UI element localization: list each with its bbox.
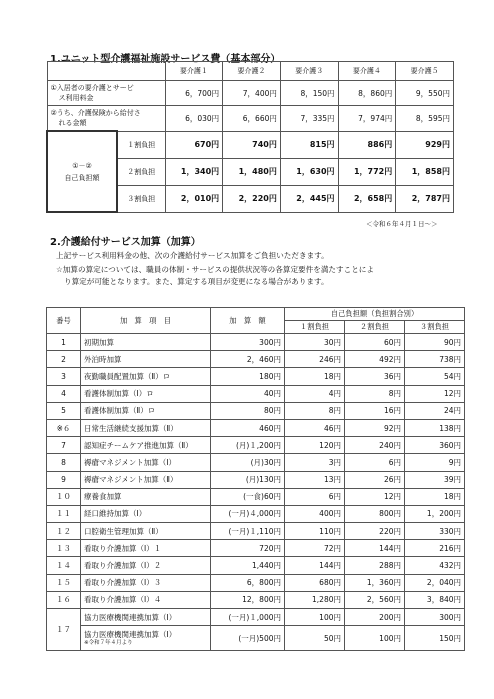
row-number: １１ (47, 505, 81, 522)
self-pay-3: 2，040円 (405, 574, 465, 591)
self-pay-1: 400円 (285, 505, 345, 522)
row-number: 1 (47, 334, 81, 351)
self-pay-3: 54円 (405, 368, 465, 385)
self-pay-2: 2，560円 (345, 591, 405, 608)
self-pay-1: 144円 (285, 557, 345, 574)
table-row (47, 402, 465, 419)
header-amount: 加 算 額 (211, 308, 285, 334)
self-pay-1: 50円 (285, 626, 345, 651)
self-pay-1: 1,280円 (285, 591, 345, 608)
row-number: １５ (47, 574, 81, 591)
addition-item-text: 協力医療機関連携加算（Ⅰ） (84, 630, 177, 640)
self-pay-1: 680円 (285, 574, 345, 591)
self-pay-2: 26円 (345, 471, 405, 488)
self-pay-1: 100円 (285, 609, 345, 626)
table-row (47, 557, 465, 574)
section1-title: 1.ユニット型介護福祉施設サービス費（基本部分） (50, 54, 281, 65)
header-rate2: ２割負担 (345, 321, 405, 334)
self-pay-cell: 740円 (223, 131, 281, 158)
row-label: ①入居者の要介護とサービ ス利用料金 (47, 81, 165, 106)
self-pay-1: 3円 (285, 454, 345, 471)
table-row (47, 368, 465, 385)
addition-amount: 460円 (211, 419, 285, 436)
self-pay-2: 288円 (345, 557, 405, 574)
table-header-row (47, 62, 454, 81)
addition-item: 褥瘡マネジメント加算（Ⅱ） (81, 471, 211, 488)
table-row (47, 81, 454, 106)
row-number: ※６ (47, 419, 81, 436)
addition-amount: 6，800円 (211, 574, 285, 591)
row-label: ②うち、介護保険から給付さ れる金額 (47, 106, 165, 132)
row-number: 9 (47, 471, 81, 488)
addition-item: 看取り介護加算（Ⅰ）１ (81, 540, 211, 557)
self-pay-cell: 2，787円 (396, 185, 454, 212)
section2-title: 2.介護給付サービス加算（加算） (50, 237, 201, 248)
self-pay-cell: 1，480円 (223, 158, 281, 185)
addition-amount: (一月)１,000円 (211, 609, 285, 626)
header-cell: 要介護５ (396, 62, 454, 81)
addition-amount: 80円 (211, 402, 285, 419)
self-pay-label: ①－② 自己負担額 (47, 131, 117, 212)
fee-cell: 7，400円 (223, 81, 281, 106)
self-pay-1: 46円 (285, 419, 345, 436)
insurance-cell: 6，030円 (165, 106, 223, 132)
row-number: １６ (47, 591, 81, 608)
header-self-pay: 自己負担額（負担割合別） (285, 308, 465, 321)
header-no: 番号 (47, 308, 81, 334)
addition-item: 協力医療機関連携加算（Ⅰ） (81, 609, 211, 626)
addition-table-body (47, 334, 465, 651)
self-pay-2: 220円 (345, 523, 405, 540)
addition-amount: (月)30円 (211, 454, 285, 471)
insurance-cell: 6，660円 (223, 106, 281, 132)
self-pay-cell: 2，445円 (280, 185, 338, 212)
self-pay-cell: 1，858円 (396, 158, 454, 185)
insurance-cell: 7，335円 (280, 106, 338, 132)
addition-item: 認知症チームケア推進加算（Ⅱ） (81, 437, 211, 454)
addition-item: 夜勤職員配置加算（Ⅱ）ロ (81, 368, 211, 385)
table-header-row (47, 308, 465, 321)
self-pay-3: 24円 (405, 402, 465, 419)
self-pay-3: 90円 (405, 334, 465, 351)
self-pay-1: 18円 (285, 368, 345, 385)
self-pay-2: 1，360円 (345, 574, 405, 591)
self-pay-3: 9円 (405, 454, 465, 471)
self-pay-cell: 2，010円 (165, 185, 223, 212)
addition-amount: 300円 (211, 334, 285, 351)
table-row (47, 106, 454, 132)
rate-label: １割負担 (117, 131, 165, 158)
self-pay-3: 300円 (405, 609, 465, 626)
self-pay-2: 8円 (345, 385, 405, 402)
header-cell: 要介護４ (338, 62, 396, 81)
self-pay-cell: 815円 (280, 131, 338, 158)
rate-label: ２割負担 (117, 158, 165, 185)
header-rate1: １割負担 (285, 321, 345, 334)
self-pay-2: 92円 (345, 419, 405, 436)
insurance-cell: 7，974円 (338, 106, 396, 132)
self-pay-3: 330円 (405, 523, 465, 540)
header-rate3: ３割負担 (405, 321, 465, 334)
addition-amount: 2，460円 (211, 351, 285, 368)
header-item: 加 算 項 目 (81, 308, 211, 334)
self-pay-cell: 1，772円 (338, 158, 396, 185)
addition-amount: (一月)１,110円 (211, 523, 285, 540)
addition-table (46, 307, 465, 651)
self-pay-3: 1，200円 (405, 505, 465, 522)
self-pay-2: 240円 (345, 437, 405, 454)
self-pay-cell: 2，220円 (223, 185, 281, 212)
addition-item: 外泊時加算 (81, 351, 211, 368)
self-pay-cell: 2，658円 (338, 185, 396, 212)
table-row (47, 574, 465, 591)
row-number: １４ (47, 557, 81, 574)
header-cell: 要介護２ (223, 62, 281, 81)
table-row (47, 334, 465, 351)
self-pay-3: 150円 (405, 626, 465, 651)
addition-amount: (月)130円 (211, 471, 285, 488)
self-pay-2: 144円 (345, 540, 405, 557)
row-number: 7 (47, 437, 81, 454)
table-row (47, 385, 465, 402)
self-pay-2: 16円 (345, 402, 405, 419)
self-pay-3: 18円 (405, 488, 465, 505)
addition-item: 看護体制加算（Ⅱ）ロ (81, 402, 211, 419)
table-row (47, 419, 465, 436)
rate-label: ３割負担 (117, 185, 165, 212)
addition-item: 初期加算 (81, 334, 211, 351)
fee-cell: 8，150円 (280, 81, 338, 106)
self-pay-2: 6円 (345, 454, 405, 471)
row-number: １３ (47, 540, 81, 557)
intro-text: 上記サービス利用料金の他、次の介護給付サービス加算をご負担いただきます。 (56, 251, 329, 260)
addition-item: 療養食加算 (81, 488, 211, 505)
row-number: １０ (47, 488, 81, 505)
self-pay-2: 60円 (345, 334, 405, 351)
self-pay-2: 200円 (345, 609, 405, 626)
table-row (47, 609, 465, 626)
table-row (47, 471, 465, 488)
note-text: ☆加算の算定については、職員の体制・サービスの提供状況等の各算定要件を満たすことによ (56, 265, 374, 274)
addition-amount: 12，800円 (211, 591, 285, 608)
fee-cell: 8，860円 (338, 81, 396, 106)
self-pay-1: 8円 (285, 402, 345, 419)
fee-cell: 6，700円 (165, 81, 223, 106)
addition-item: 看護体制加算（Ⅰ）ロ (81, 385, 211, 402)
table-row (47, 437, 465, 454)
self-pay-3: 3，840円 (405, 591, 465, 608)
addition-amount: (月)１,200円 (211, 437, 285, 454)
table-row (47, 591, 465, 608)
addition-item: 看取り介護加算（Ⅰ）２ (81, 557, 211, 574)
header-cell: 要介護３ (280, 62, 338, 81)
effective-date-note: ＜令和６年４月１日～＞ (366, 220, 438, 228)
self-pay-1: 13円 (285, 471, 345, 488)
self-pay-3: 360円 (405, 437, 465, 454)
addition-amount: 180円 (211, 368, 285, 385)
insurance-cell: 8，595円 (396, 106, 454, 132)
self-pay-cell: 1，630円 (280, 158, 338, 185)
basic-fee-table (46, 61, 454, 213)
self-pay-3: 216円 (405, 540, 465, 557)
addition-amount: 40円 (211, 385, 285, 402)
self-pay-3: 39円 (405, 471, 465, 488)
self-pay-cell: 670円 (165, 131, 223, 158)
addition-amount: (一月)４,000円 (211, 505, 285, 522)
table-row (47, 505, 465, 522)
addition-item: 褥瘡マネジメント加算（Ⅰ） (81, 454, 211, 471)
addition-amount: 1,440円 (211, 557, 285, 574)
addition-amount: 720円 (211, 540, 285, 557)
self-pay-2: 492円 (345, 351, 405, 368)
self-pay-2: 100円 (345, 626, 405, 651)
table-row (47, 454, 465, 471)
table-row (47, 523, 465, 540)
addition-item: 看取り介護加算（Ⅰ）３ (81, 574, 211, 591)
self-pay-1: 72円 (285, 540, 345, 557)
self-pay-1: 30円 (285, 334, 345, 351)
addition-amount: (一月)500円 (211, 626, 285, 651)
row-number: 4 (47, 385, 81, 402)
addition-item: 日常生活継続支援加算（Ⅱ） (81, 419, 211, 436)
self-pay-cell: 1，340円 (165, 158, 223, 185)
table-row (47, 131, 454, 158)
header-cell: 要介護１ (165, 62, 223, 81)
addition-item (81, 626, 211, 651)
note-text-continued: り算定が可能となります。また、算定する項目が変更になる場合があります。 (64, 277, 329, 286)
row-number: 5 (47, 402, 81, 419)
row-number: １７ (47, 609, 81, 651)
self-pay-2: 12円 (345, 488, 405, 505)
self-pay-cell: 886円 (338, 131, 396, 158)
fee-cell: 9，550円 (396, 81, 454, 106)
self-pay-1: 246円 (285, 351, 345, 368)
self-pay-1: 110円 (285, 523, 345, 540)
addition-item: 経口維持加算（Ⅰ） (81, 505, 211, 522)
self-pay-1: 120円 (285, 437, 345, 454)
self-pay-3: 12円 (405, 385, 465, 402)
addition-amount: (一食)60円 (211, 488, 285, 505)
self-pay-1: 4円 (285, 385, 345, 402)
table-row (47, 540, 465, 557)
row-number: 2 (47, 351, 81, 368)
self-pay-3: 738円 (405, 351, 465, 368)
addition-item: 口腔衛生管理加算（Ⅱ） (81, 523, 211, 540)
self-pay-2: 36円 (345, 368, 405, 385)
addition-item: 看取り介護加算（Ⅰ）４ (81, 591, 211, 608)
row-number: １２ (47, 523, 81, 540)
row-number: 3 (47, 368, 81, 385)
table-row (47, 351, 465, 368)
row-number: 8 (47, 454, 81, 471)
self-pay-3: 138円 (405, 419, 465, 436)
self-pay-3: 432円 (405, 557, 465, 574)
self-pay-2: 800円 (345, 505, 405, 522)
self-pay-cell: 929円 (396, 131, 454, 158)
addition-item-note: ※令和７年４月より (84, 640, 133, 647)
table-row (47, 488, 465, 505)
self-pay-1: 6円 (285, 488, 345, 505)
table-row (47, 626, 465, 651)
